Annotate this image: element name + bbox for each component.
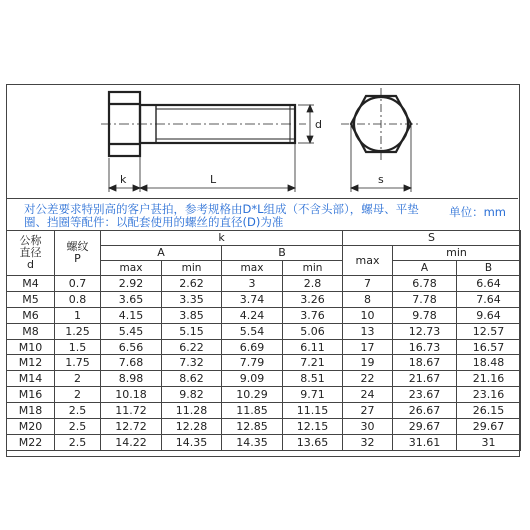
header-pitch: [55, 231, 101, 276]
header-s-max: max: [343, 246, 393, 276]
cell-k-b-max: 14.35: [222, 434, 283, 450]
header-s-a: A: [393, 261, 457, 276]
cell-s-max: 30: [343, 419, 393, 435]
table-row: [7, 323, 521, 339]
table-row: [7, 355, 521, 371]
cell-s-max: 32: [343, 434, 393, 450]
cell-size: M12: [7, 355, 55, 371]
cell-k-a-max: 14.22: [101, 434, 162, 450]
dim-s-label: s: [378, 173, 384, 186]
cell-s-max: 24: [343, 387, 393, 403]
cell-pitch: 1.25: [55, 323, 101, 339]
cell-s-min-b: 26.15: [457, 403, 521, 419]
cell-k-a-max: 5.45: [101, 323, 162, 339]
header-kb-min: min: [283, 261, 343, 276]
cell-size: M22: [7, 434, 55, 450]
cell-k-a-min: 3.35: [162, 291, 222, 307]
cell-s-min-a: 16.73: [393, 339, 457, 355]
cell-k-a-max: 12.72: [101, 419, 162, 435]
header-s: S: [343, 231, 521, 246]
cell-k-b-min: 12.15: [283, 419, 343, 435]
cell-k-b-max: 12.85: [222, 419, 283, 435]
cell-size: M5: [7, 291, 55, 307]
cell-k-b-min: 9.71: [283, 387, 343, 403]
cell-k-a-min: 11.28: [162, 403, 222, 419]
cell-size: M4: [7, 276, 55, 292]
cell-k-a-max: 8.98: [101, 371, 162, 387]
cell-s-min-b: 21.16: [457, 371, 521, 387]
cell-pitch: 1: [55, 307, 101, 323]
cell-k-a-min: 2.62: [162, 276, 222, 292]
cell-s-min-a: 18.67: [393, 355, 457, 371]
cell-k-a-max: 2.92: [101, 276, 162, 292]
dim-k-label: k: [120, 173, 127, 186]
cell-s-max: 19: [343, 355, 393, 371]
cell-k-b-max: 11.85: [222, 403, 283, 419]
cell-size: M10: [7, 339, 55, 355]
note-bar: [6, 198, 518, 231]
table-row: [7, 307, 521, 323]
cell-k-b-min: 3.76: [283, 307, 343, 323]
cell-s-max: 22: [343, 371, 393, 387]
cell-k-b-min: 11.15: [283, 403, 343, 419]
cell-s-min-a: 26.67: [393, 403, 457, 419]
cell-k-a-min: 5.15: [162, 323, 222, 339]
note-text: 对公差要求特别高的客户甚拍，参考规格由D*L组成（不含头部），螺母、平垫圈、挡圈等配件：以配套使用的螺丝的直径(D)为准: [24, 202, 419, 229]
cell-s-min-a: 12.73: [393, 323, 457, 339]
cell-s-max: 7: [343, 276, 393, 292]
cell-size: M8: [7, 323, 55, 339]
cell-s-min-b: 23.16: [457, 387, 521, 403]
cell-s-max: 10: [343, 307, 393, 323]
cell-s-max: 8: [343, 291, 393, 307]
cell-k-b-min: 13.65: [283, 434, 343, 450]
cell-s-max: 13: [343, 323, 393, 339]
dim-L-label: L: [210, 173, 217, 186]
table-row: [7, 403, 521, 419]
header-k-a: A: [101, 246, 222, 261]
cell-k-b-min: 8.51: [283, 371, 343, 387]
cell-k-b-max: 4.24: [222, 307, 283, 323]
cell-k-b-max: 3: [222, 276, 283, 292]
cell-s-min-b: 12.57: [457, 323, 521, 339]
header-k-b: B: [222, 246, 343, 261]
cell-k-b-max: 9.09: [222, 371, 283, 387]
table-row: [7, 291, 521, 307]
cell-k-a-max: 7.68: [101, 355, 162, 371]
cell-k-a-max: 11.72: [101, 403, 162, 419]
cell-s-min-b: 18.48: [457, 355, 521, 371]
header-k: k: [101, 231, 343, 246]
cell-s-min-a: 6.78: [393, 276, 457, 292]
header-ka-min: min: [162, 261, 222, 276]
header-pitch-line1: 螺纹: [66, 240, 89, 253]
cell-k-b-min: 6.11: [283, 339, 343, 355]
spec-table: [6, 230, 521, 451]
cell-k-a-min: 3.85: [162, 307, 222, 323]
cell-s-min-b: 9.64: [457, 307, 521, 323]
cell-s-max: 27: [343, 403, 393, 419]
cell-k-b-min: 5.06: [283, 323, 343, 339]
table-row: [7, 276, 521, 292]
header-nominal-line2: 直径: [19, 246, 42, 259]
table-row: [7, 419, 521, 435]
cell-pitch: 1.5: [55, 339, 101, 355]
header-nominal-line3: d: [27, 258, 34, 271]
cell-pitch: 0.7: [55, 276, 101, 292]
cell-size: M20: [7, 419, 55, 435]
header-ka-max: max: [101, 261, 162, 276]
cell-k-a-max: 4.15: [101, 307, 162, 323]
cell-k-a-max: 3.65: [101, 291, 162, 307]
table-row: [7, 371, 521, 387]
cell-size: M6: [7, 307, 55, 323]
cell-k-a-min: 6.22: [162, 339, 222, 355]
dim-d-label: d: [315, 118, 322, 131]
cell-k-b-min: 3.26: [283, 291, 343, 307]
cell-size: M16: [7, 387, 55, 403]
header-nominal-diameter: [7, 231, 55, 276]
cell-s-min-a: 31.61: [393, 434, 457, 450]
header-kb-max: max: [222, 261, 283, 276]
cell-s-min-a: 9.78: [393, 307, 457, 323]
cell-pitch: 2: [55, 387, 101, 403]
header-s-min: min: [393, 246, 521, 261]
cell-pitch: 2.5: [55, 419, 101, 435]
header-s-b: B: [457, 261, 521, 276]
table-row: [7, 387, 521, 403]
cell-k-a-min: 7.32: [162, 355, 222, 371]
cell-pitch: 2.5: [55, 434, 101, 450]
cell-pitch: 2.5: [55, 403, 101, 419]
header-nominal-line1: 公称: [19, 234, 42, 247]
cell-s-min-b: 7.64: [457, 291, 521, 307]
cell-size: M14: [7, 371, 55, 387]
cell-s-min-a: 21.67: [393, 371, 457, 387]
cell-s-min-b: 6.64: [457, 276, 521, 292]
cell-k-b-max: 10.29: [222, 387, 283, 403]
cell-k-a-min: 8.62: [162, 371, 222, 387]
cell-s-min-a: 29.67: [393, 419, 457, 435]
cell-pitch: 1.75: [55, 355, 101, 371]
bolt-drawing: [6, 84, 518, 197]
cell-k-b-max: 3.74: [222, 291, 283, 307]
spec-table-body: [7, 276, 521, 451]
table-row: [7, 434, 521, 450]
cell-s-min-b: 31: [457, 434, 521, 450]
cell-k-b-min: 7.21: [283, 355, 343, 371]
cell-size: M18: [7, 403, 55, 419]
cell-k-b-min: 2.8: [283, 276, 343, 292]
cell-k-a-min: 9.82: [162, 387, 222, 403]
cell-s-min-a: 23.67: [393, 387, 457, 403]
table-row: [7, 339, 521, 355]
cell-s-max: 17: [343, 339, 393, 355]
cell-k-a-min: 12.28: [162, 419, 222, 435]
cell-pitch: 2: [55, 371, 101, 387]
cell-s-min-b: 16.57: [457, 339, 521, 355]
unit-label: 单位：mm: [449, 205, 506, 219]
cell-pitch: 0.8: [55, 291, 101, 307]
cell-k-b-max: 6.69: [222, 339, 283, 355]
cell-k-b-max: 7.79: [222, 355, 283, 371]
header-pitch-line2: P: [74, 252, 81, 265]
cell-k-a-max: 6.56: [101, 339, 162, 355]
cell-s-min-a: 7.78: [393, 291, 457, 307]
cell-s-min-b: 29.67: [457, 419, 521, 435]
cell-k-b-max: 5.54: [222, 323, 283, 339]
cell-k-a-min: 14.35: [162, 434, 222, 450]
cell-k-a-max: 10.18: [101, 387, 162, 403]
